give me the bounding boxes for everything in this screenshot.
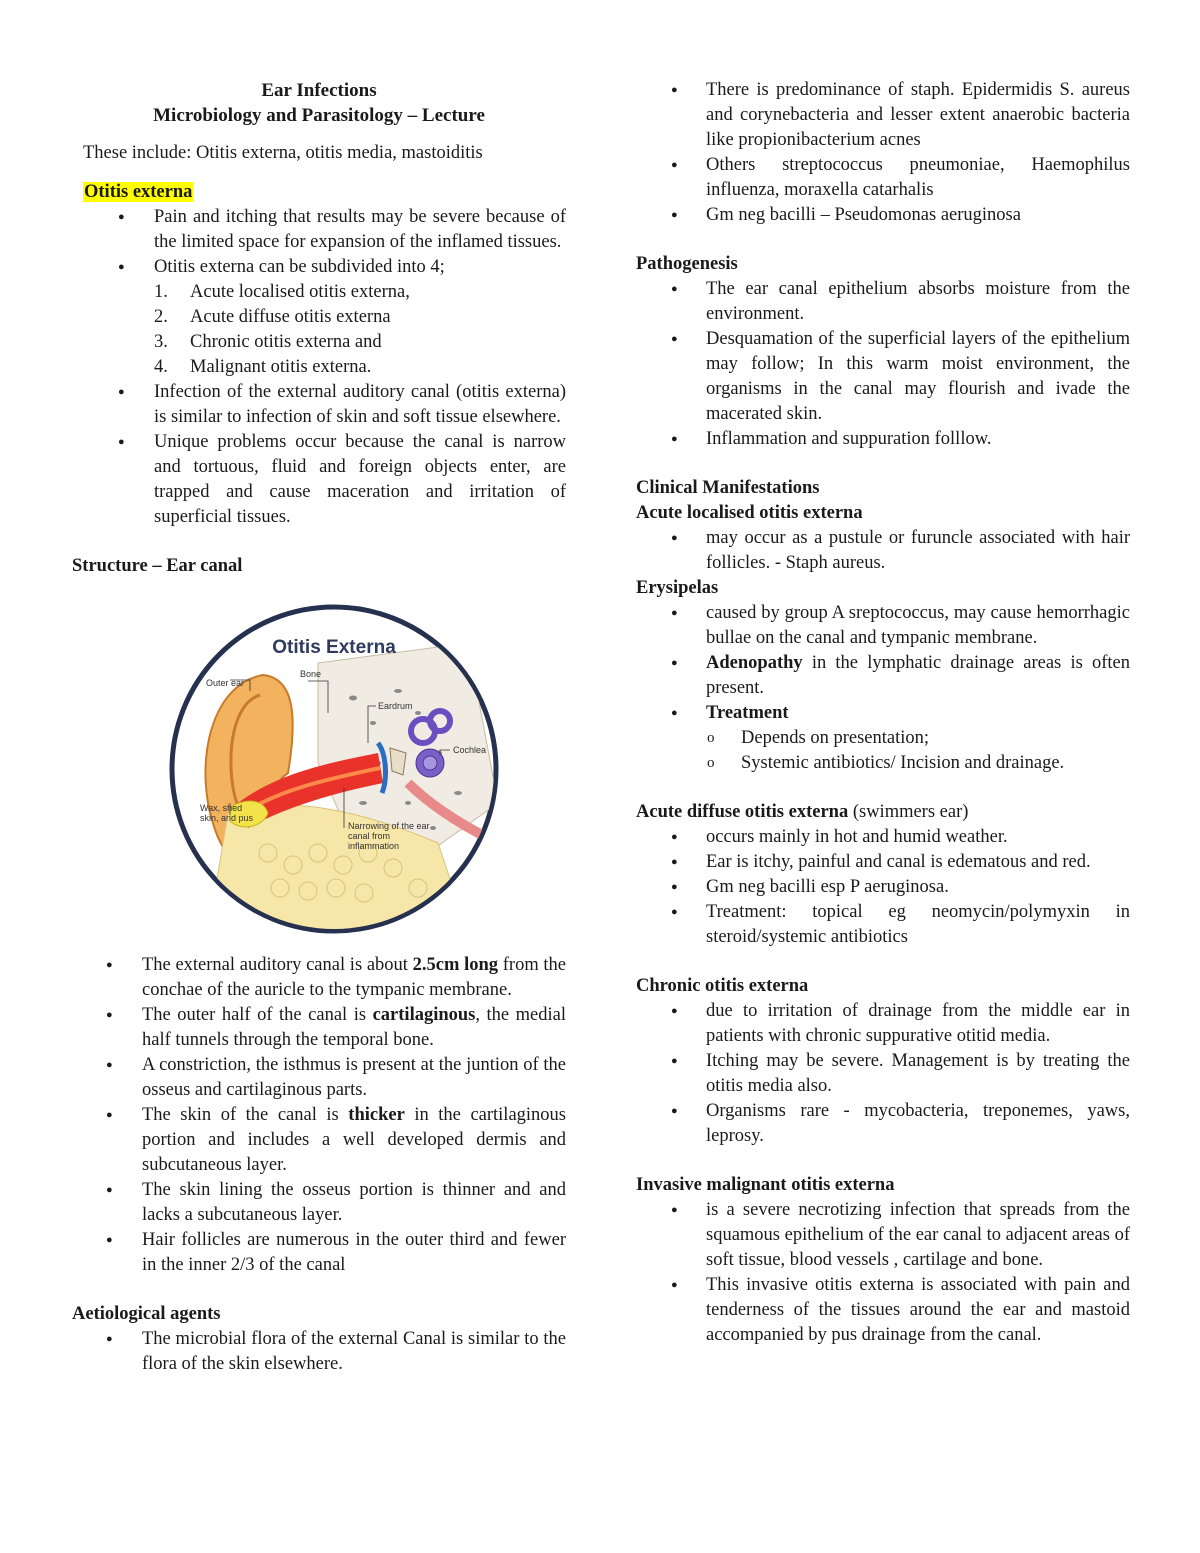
invasive-list <box>636 1198 1130 1348</box>
right-column <box>636 78 1130 1348</box>
list-item: ● occurs mainly in hot and humid weather. <box>636 825 1130 850</box>
list-item: ● This invasive otitis externa is associated with pain and tenderness of the tissues around the ear and mastoid accompanied by pus drainage from the canal. <box>636 1273 1130 1348</box>
label-narrowing: Narrowing of the ear canal from inflammation <box>348 821 430 851</box>
ear-diagram <box>168 603 500 935</box>
list-item: ● Adenopathy in the lymphatic drainage areas is often present. <box>636 651 1130 701</box>
otitis-externa-list-2 <box>72 380 566 530</box>
acute-diffuse-list <box>636 825 1130 950</box>
left-column <box>72 78 566 1377</box>
list-item: ● Others streptococcus pneumoniae, Haemophilus influenza, moraxella catarhalis <box>636 153 1130 203</box>
list-item: ● Unique problems occur because the canal is narrow and tortuous, fluid and foreign objects enter, are trapped and cause maceration and irritation of superficial tissues. <box>72 430 566 530</box>
label-wax: Wax, shed skin, and pus <box>200 803 254 823</box>
list-item: ● The skin lining the osseus portion is thinner and and lacks a subcutaneous layer. <box>72 1178 566 1228</box>
erysipelas-list <box>636 601 1130 726</box>
list-item: ● Pain and itching that results may be severe because of the limited space for expansion of the inflamed tissues. <box>72 205 566 255</box>
list-item: ● may occur as a pustule or furuncle associated with hair follicles. - Staph aureus. <box>636 526 1130 576</box>
document-title: Ear Infections <box>261 80 377 101</box>
aetiological-list-continued <box>636 78 1130 228</box>
list-item: ● Itching may be severe. Management is by treating the otitis media also. <box>636 1049 1130 1099</box>
list-item: ● Ear is itchy, painful and canal is edematous and red. <box>636 850 1130 875</box>
list-item: ● Desquamation of the superficial layers of the epithelium may follow; In this warm moist environment, the organisms in the canal may flourish and ivade the macerated skin. <box>636 327 1130 427</box>
list-item: ● The external auditory canal is about 2.5cm long from the conchae of the auricle to the tympanic membrane. <box>72 953 566 1003</box>
figure-title: Otitis Externa <box>272 637 396 658</box>
treatment-sublist <box>636 726 1130 776</box>
erysipelas-heading: Erysipelas <box>636 578 719 598</box>
ossicles <box>390 748 406 775</box>
otitis-externa-heading: Otitis externa <box>84 182 193 202</box>
list-item: ● The skin of the canal is thicker in the cartilaginous portion and includes a well developed dermis and subcutaneous layer. <box>72 1103 566 1178</box>
list-item: ● The microbial flora of the external Canal is similar to the flora of the skin elsewhere. <box>72 1327 566 1377</box>
list-item: ● caused by group A sreptococcus, may cause hemorrhagic bullae on the canal and tympanic membrane. <box>636 601 1130 651</box>
label-cochlea: Cochlea <box>453 745 487 755</box>
list-item: 4. Malignant otitis externa. <box>154 357 372 377</box>
list-item: ● The ear canal epithelium absorbs moisture from the environment. <box>636 277 1130 327</box>
list-item: ● Treatment: topical eg neomycin/polymyxin in steroid/systemic antibiotics <box>636 900 1130 950</box>
list-item: ● is a severe necrotizing infection that spreads from the squamous epithelium of the ear canal to adjacent areas of soft tissue, blood vessels , cartilage and bone. <box>636 1198 1130 1273</box>
list-item: ● Organisms rare - mycobacteria, treponemes, yaws, leprosy. <box>636 1099 1130 1149</box>
list-item: 1. Acute localised otitis externa, <box>154 282 410 302</box>
document-subtitle: Microbiology and Parasitology – Lecture <box>153 105 485 126</box>
otitis-externa-figure <box>168 603 500 935</box>
label-eardrum: Eardrum <box>378 701 413 711</box>
list-item: ● Hair follicles are numerous in the outer third and fewer in the inner 2/3 of the canal <box>72 1228 566 1278</box>
label-outer-ear: Outer ear <box>206 678 245 688</box>
list-item: 2. Acute diffuse otitis externa <box>154 307 391 327</box>
list-item: o Depends on presentation; <box>636 726 1130 751</box>
list-item: 3. Chronic otitis externa and <box>154 332 382 352</box>
list-item: ● Gm neg bacilli – Pseudomonas aeruginosa <box>636 203 1130 228</box>
list-item: ● The outer half of the canal is cartilaginous, the medial half tunnels through the temporal bone. <box>72 1003 566 1053</box>
pathogenesis-heading: Pathogenesis <box>636 254 738 274</box>
structure-heading: Structure – Ear canal <box>72 556 243 576</box>
otitis-externa-list <box>72 205 566 280</box>
chronic-list <box>636 999 1130 1149</box>
chronic-heading: Chronic otitis externa <box>636 976 809 996</box>
structure-list <box>72 953 566 1278</box>
pathogenesis-list <box>636 277 1130 452</box>
acute-localised-list <box>636 526 1130 576</box>
list-item: ● A constriction, the isthmus is present at the juntion of the osseus and cartilaginous parts. <box>72 1053 566 1103</box>
list-item: ● Treatment <box>636 701 1130 726</box>
list-item: ● due to irritation of drainage from the middle ear in patients with chronic suppurative otitid media. <box>636 999 1130 1049</box>
label-bone: Bone <box>300 669 322 679</box>
subtype-list <box>72 280 566 380</box>
intro-text: These include: Otitis externa, otitis media, mastoiditis <box>83 143 483 163</box>
acute-diffuse-heading: Acute diffuse otitis externa (swimmers ear) <box>636 802 969 822</box>
list-item: ● Inflammation and suppuration folllow. <box>636 427 1130 452</box>
list-item: o Systemic antibiotics/ Incision and drainage. <box>636 751 1130 776</box>
list-item: ● Infection of the external auditory canal (otitis externa) is similar to infection of skin and soft tissue elsewhere. <box>72 380 566 430</box>
list-item: ● Gm neg bacilli esp P aeruginosa. <box>636 875 1130 900</box>
invasive-heading: Invasive malignant otitis externa <box>636 1175 895 1195</box>
aetiological-heading: Aetiological agents <box>72 1304 221 1324</box>
acute-localised-heading: Acute localised otitis externa <box>636 503 863 523</box>
clinical-heading: Clinical Manifestations <box>636 478 820 498</box>
aetiological-list <box>72 1327 566 1377</box>
list-item: ● Otitis externa can be subdivided into 4; <box>72 255 566 280</box>
list-item: ● There is predominance of staph. Epidermidis S. aureus and corynebacteria and lesser extent anaerobic bacteria like propionibacterium acnes <box>636 78 1130 153</box>
